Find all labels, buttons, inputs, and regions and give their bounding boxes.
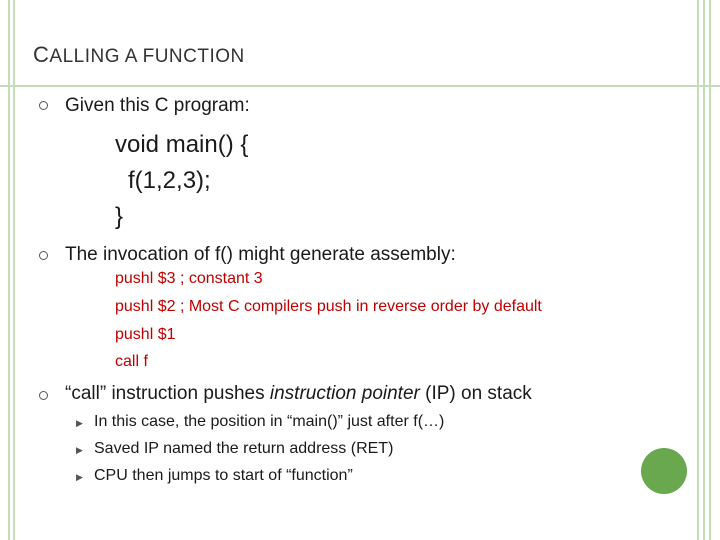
code-line-3: }	[115, 203, 124, 230]
left-border-line-outer	[8, 0, 10, 540]
arrow-bullet-icon: ▶	[76, 418, 83, 428]
slide-title	[33, 42, 245, 68]
left-border-line-inner	[13, 0, 15, 540]
call-text-pre: “call” instruction pushes	[65, 383, 270, 404]
assembly-line-3: pushl $1	[115, 326, 176, 343]
right-border-line-1	[697, 0, 699, 540]
code-line-1: void main() {	[115, 131, 249, 158]
code-line-2: f(1,2,3);	[128, 167, 211, 194]
right-border-line-3	[709, 0, 711, 540]
arrow-bullet-icon: ▶	[76, 472, 83, 482]
bullet-invocation: The invocation of f() might generate assembly:	[65, 244, 456, 265]
assembly-line-2: pushl $2 ; Most C compilers push in reverse order by default	[115, 298, 542, 315]
bullet-icon	[39, 391, 48, 400]
title-underline	[0, 85, 720, 87]
sub-bullet-1: In this case, the position in “main()” just after f(…)	[94, 413, 445, 430]
title-rest: ALLING A FUNCTION	[49, 46, 245, 67]
right-border-line-2	[703, 0, 705, 540]
bullet-icon	[39, 251, 48, 260]
bullet-call-instruction	[65, 383, 532, 405]
bullet-icon	[39, 101, 48, 110]
green-circle-decoration	[641, 448, 687, 494]
assembly-line-1: pushl $3 ; constant 3	[115, 270, 263, 287]
sub-bullet-2: Saved IP named the return address (RET)	[94, 440, 394, 457]
sub-bullet-3: CPU then jumps to start of “function”	[94, 467, 353, 484]
bullet-given-program: Given this C program:	[65, 95, 250, 116]
call-text-emphasis: instruction pointer	[269, 383, 420, 404]
arrow-bullet-icon: ▶	[76, 445, 83, 455]
title-first-letter: C	[33, 42, 50, 67]
assembly-line-4: call f	[115, 353, 148, 370]
call-text-post: (IP) on stack	[419, 383, 532, 404]
